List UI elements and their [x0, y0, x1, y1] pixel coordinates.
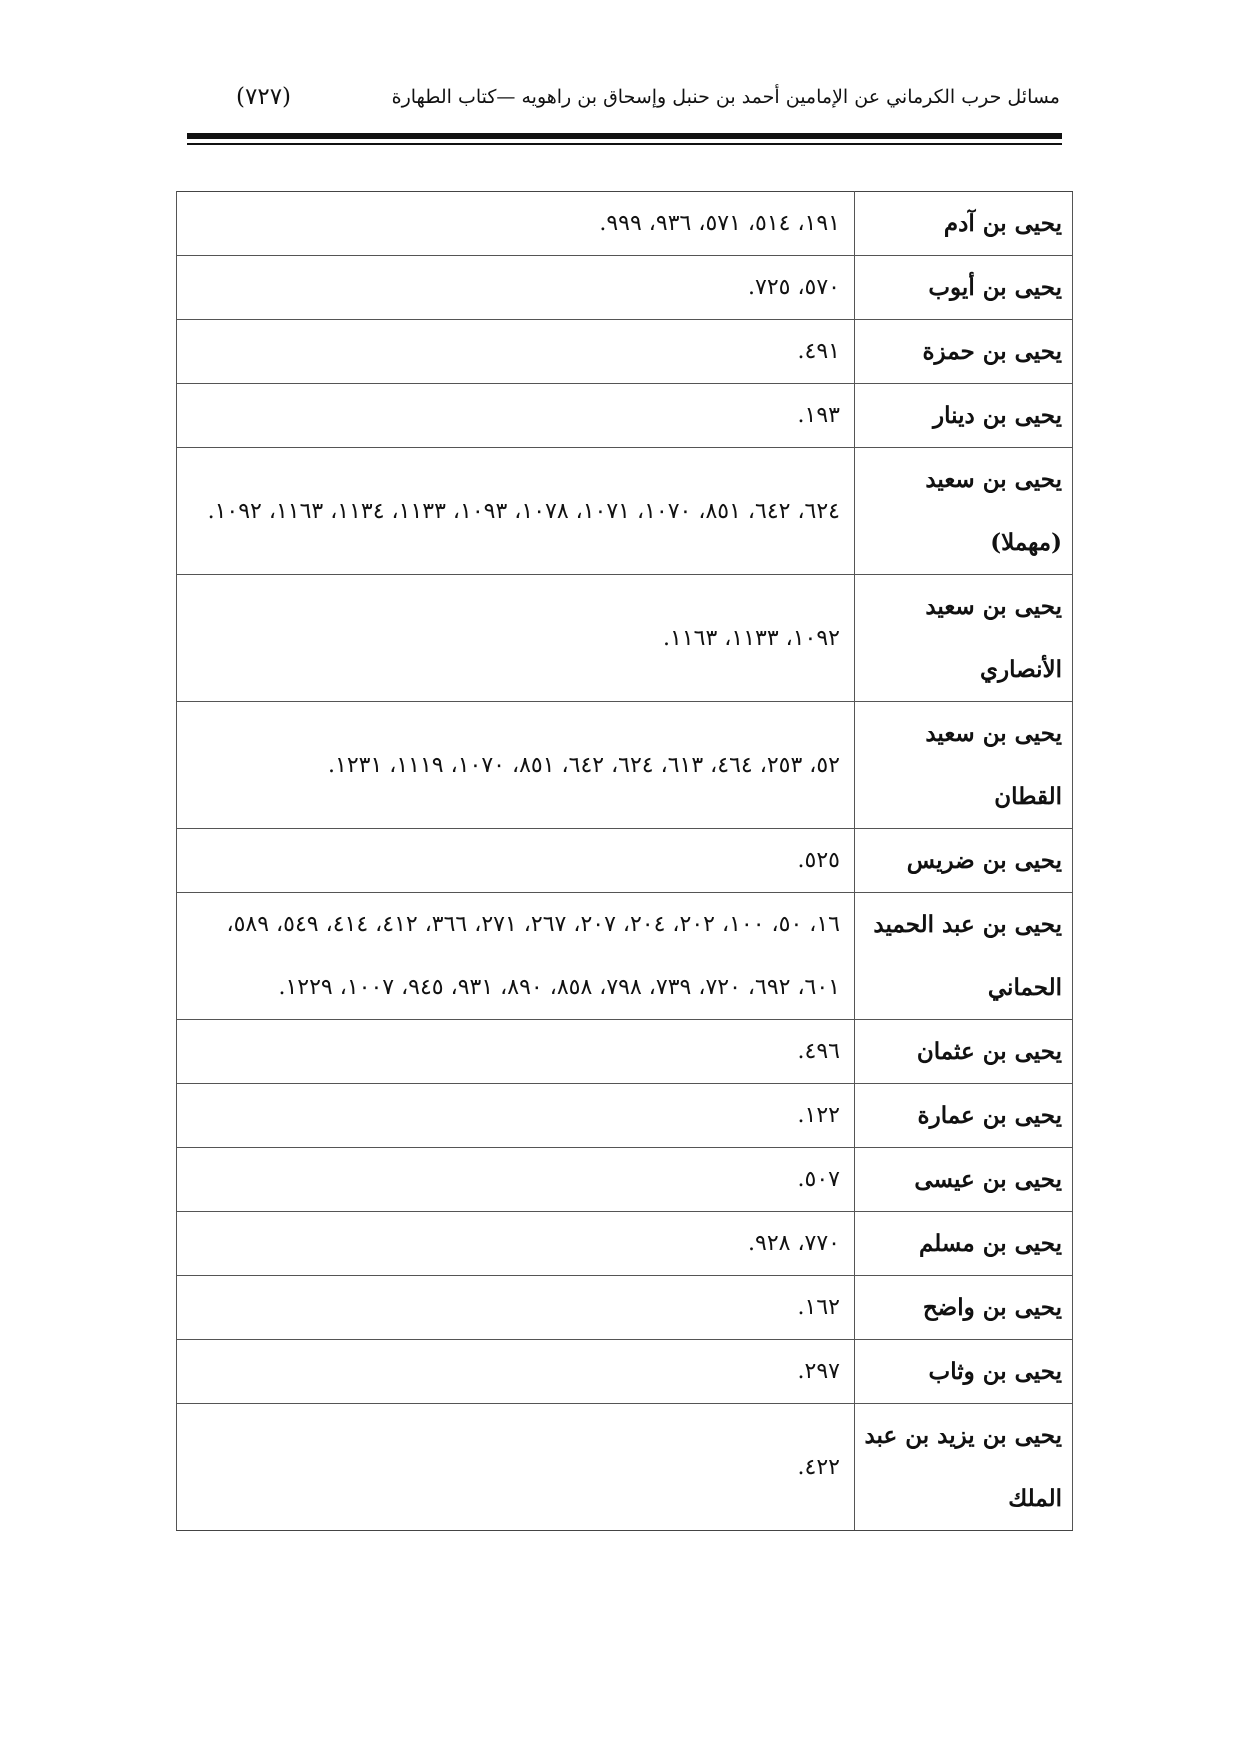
narrator-name: يحيى بن سعيد (مهملا) [855, 448, 1073, 575]
narrator-name: يحيى بن حمزة [855, 320, 1073, 384]
table-row [177, 1212, 1073, 1276]
table-row [177, 893, 1073, 1020]
table-row [177, 1148, 1073, 1212]
table-row [177, 1276, 1073, 1340]
book-title: مسائل حرب الكرماني عن الإمامين أحمد بن حنبل وإسحاق بن راهويه —كتاب الطهارة [391, 86, 1060, 108]
narrators-index-table [176, 191, 1073, 1531]
narrator-name: يحيى بن عمارة [855, 1084, 1073, 1148]
narrator-name: يحيى بن وثاب [855, 1340, 1073, 1404]
header-rule-thin [187, 143, 1062, 145]
narrator-name: يحيى بن أيوب [855, 256, 1073, 320]
page-header [190, 86, 1060, 126]
narration-numbers: ٥٧٠، ٧٢٥. [177, 256, 855, 320]
narration-numbers: ٤٩٦. [177, 1020, 855, 1084]
narration-numbers: ٧٧٠، ٩٢٨. [177, 1212, 855, 1276]
narration-numbers: ٥٠٧. [177, 1148, 855, 1212]
table-row [177, 320, 1073, 384]
table-row [177, 1020, 1073, 1084]
narration-numbers: ١٦٢. [177, 1276, 855, 1340]
narrator-name: يحيى بن مسلم [855, 1212, 1073, 1276]
narration-numbers: ١٩١، ٥١٤، ٥٧١، ٩٣٦، ٩٩٩. [177, 192, 855, 256]
narrator-name: يحيى بن ضريس [855, 829, 1073, 893]
narration-numbers: ١٩٣. [177, 384, 855, 448]
narration-numbers: ١٦، ٥٠، ١٠٠، ٢٠٢، ٢٠٤، ٢٠٧، ٢٦٧، ٢٧١، ٣٦٦، ٤١٢، ٤١٤، ٥٤٩، ٥٨٩، ٦٠١، ٦٩٢، ٧٢٠، ٧٣٩، ٧٩٨، ٨٥٨، ٨٩٠، ٩٣١، ٩٤٥، ١٠٠٧، ١٢٢٩. [177, 893, 855, 1020]
table-row [177, 256, 1073, 320]
table-row [177, 575, 1073, 702]
table-row [177, 448, 1073, 575]
narrator-name: يحيى بن سعيد الأنصاري [855, 575, 1073, 702]
narration-numbers: ٤٢٢. [177, 1404, 855, 1531]
table-row [177, 1340, 1073, 1404]
table-row [177, 1084, 1073, 1148]
narrator-name: يحيى بن عثمان [855, 1020, 1073, 1084]
narration-numbers: ٥٢٥. [177, 829, 855, 893]
narrator-name: يحيى بن يزيد بن عبد الملك [855, 1404, 1073, 1531]
table-row [177, 1404, 1073, 1531]
narration-numbers: ١٠٩٢، ١١٣٣، ١١٦٣. [177, 575, 855, 702]
narrator-name: يحيى بن عيسى [855, 1148, 1073, 1212]
table-row [177, 384, 1073, 448]
table-row [177, 702, 1073, 829]
header-rule-thick [187, 133, 1062, 139]
narration-numbers: ٥٢، ٢٥٣، ٤٦٤، ٦١٣، ٦٢٤، ٦٤٢، ٨٥١، ١٠٧٠، ١١١٩، ١٢٣١. [177, 702, 855, 829]
narration-numbers: ١٢٢. [177, 1084, 855, 1148]
narrator-name: يحيى بن واضح [855, 1276, 1073, 1340]
page-number: (٧٢٧) [236, 84, 292, 110]
narration-numbers: ٦٢٤، ٦٤٢، ٨٥١، ١٠٧٠، ١٠٧١، ١٠٧٨، ١٠٩٣، ١١٣٣، ١١٣٤، ١١٦٣، ١٠٩٢. [177, 448, 855, 575]
narrator-name: يحيى بن عبد الحميد الحماني [855, 893, 1073, 1020]
narration-numbers: ٤٩١. [177, 320, 855, 384]
narrator-name: يحيى بن سعيد القطان [855, 702, 1073, 829]
table-row [177, 192, 1073, 256]
narrator-name: يحيى بن دينار [855, 384, 1073, 448]
narration-numbers: ٢٩٧. [177, 1340, 855, 1404]
table-row [177, 829, 1073, 893]
narrator-name: يحيى بن آدم [855, 192, 1073, 256]
